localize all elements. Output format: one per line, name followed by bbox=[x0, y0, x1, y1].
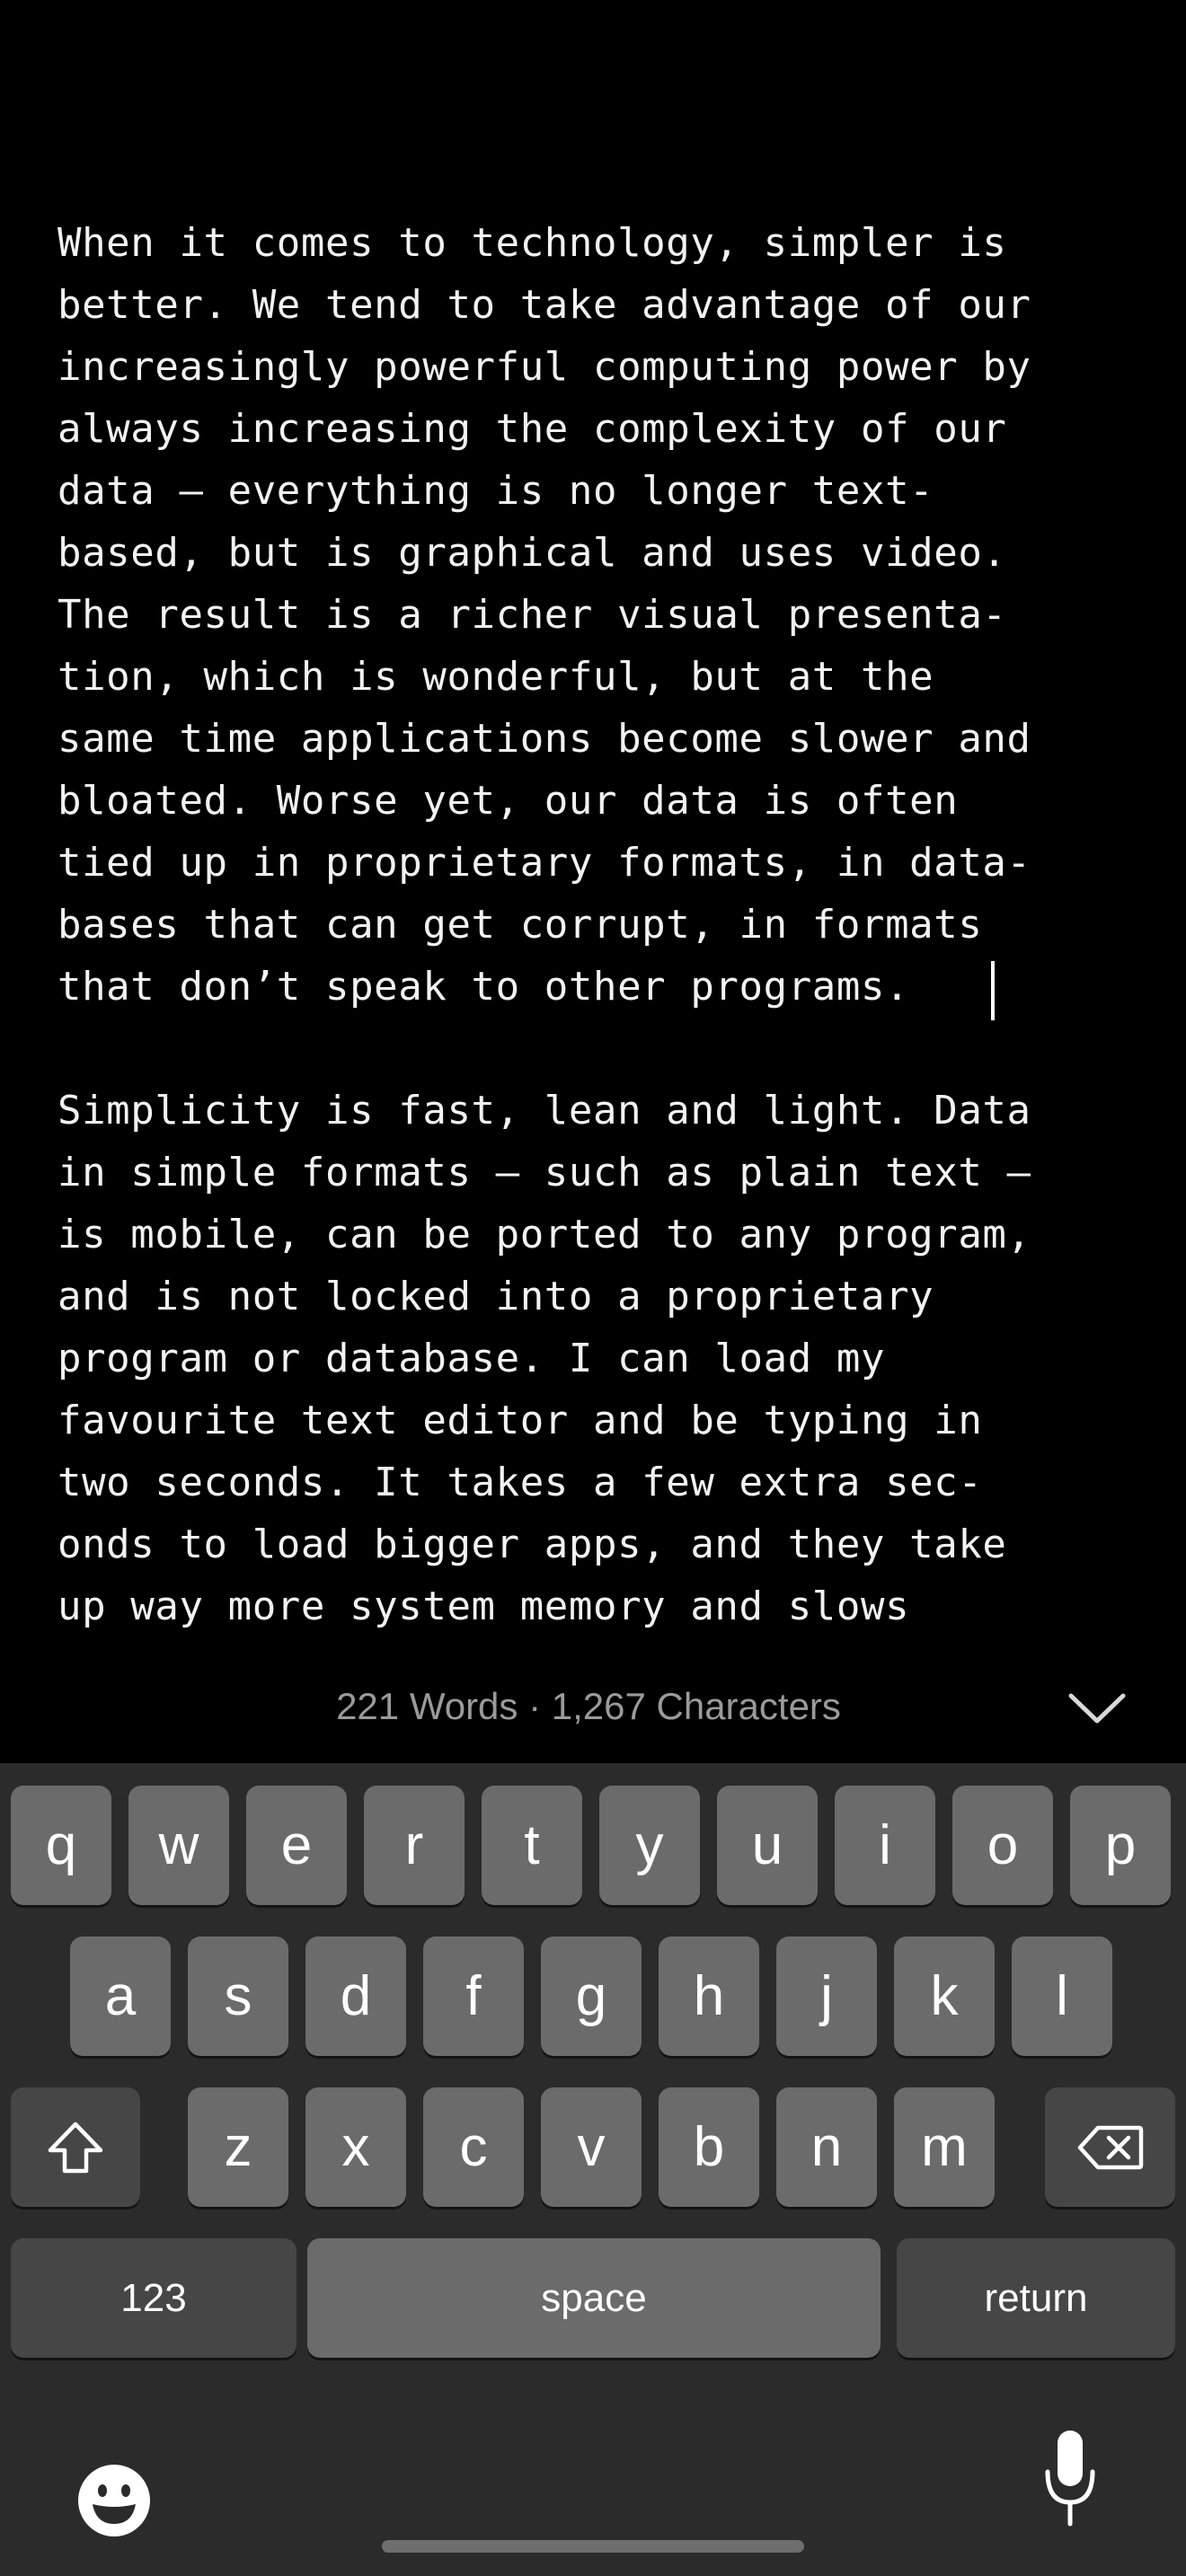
key-q[interactable]: q bbox=[11, 1786, 111, 1905]
text-line: two seconds. It takes a few extra sec- bbox=[58, 1460, 983, 1505]
key-o[interactable]: o bbox=[952, 1786, 1053, 1905]
text-line: When it comes to technology, simpler is bbox=[58, 220, 1007, 266]
text-line: The result is a richer visual presenta- bbox=[58, 592, 1007, 638]
shift-icon bbox=[46, 2120, 105, 2175]
backspace-icon bbox=[1076, 2123, 1145, 2172]
key-j[interactable]: j bbox=[776, 1936, 877, 2056]
return-key[interactable]: return bbox=[897, 2238, 1175, 2358]
text-line: is mobile, can be ported to any program, bbox=[58, 1212, 1031, 1257]
delete-key[interactable] bbox=[1045, 2087, 1175, 2207]
text-line: same time applications become slower and bbox=[58, 716, 1031, 762]
microphone-icon[interactable] bbox=[1040, 2425, 1100, 2533]
key-z[interactable]: z bbox=[188, 2087, 288, 2207]
text-line: better. We tend to take advantage of our bbox=[58, 282, 1031, 328]
key-v[interactable]: v bbox=[541, 2087, 642, 2207]
key-c[interactable]: c bbox=[423, 2087, 524, 2207]
key-n[interactable]: n bbox=[776, 2087, 877, 2207]
text-line: that don’t speak to other programs. bbox=[58, 964, 910, 1010]
key-f[interactable]: f bbox=[423, 1936, 524, 2056]
word-character-count: 221 Words · 1,267 Characters bbox=[336, 1685, 841, 1727]
key-m[interactable]: m bbox=[894, 2087, 995, 2207]
text-line: and is not locked into a proprietary bbox=[58, 1274, 934, 1319]
keyboard bbox=[0, 1763, 1186, 2576]
home-indicator[interactable] bbox=[382, 2540, 804, 2553]
text-line: bloated. Worse yet, our data is often bbox=[58, 778, 959, 824]
key-k[interactable]: k bbox=[894, 1936, 995, 2056]
shift-key[interactable] bbox=[11, 2087, 140, 2207]
text-line: in simple formats — such as plain text — bbox=[58, 1150, 1031, 1195]
key-r[interactable]: r bbox=[364, 1786, 465, 1905]
text-line: onds to load bigger apps, and they take bbox=[58, 1522, 1007, 1567]
emoji-icon[interactable] bbox=[75, 2462, 153, 2539]
key-s[interactable]: s bbox=[188, 1936, 288, 2056]
key-p[interactable]: p bbox=[1070, 1786, 1171, 1905]
key-i[interactable]: i bbox=[835, 1786, 935, 1905]
status-bar bbox=[0, 1671, 1186, 1748]
key-x[interactable]: x bbox=[305, 2087, 406, 2207]
text-line: increasingly powerful computing power by bbox=[58, 344, 1031, 390]
key-l[interactable]: l bbox=[1012, 1936, 1112, 2056]
chevron-down-icon[interactable] bbox=[1066, 1685, 1128, 1730]
text-line: based, but is graphical and uses video. bbox=[58, 530, 1007, 576]
text-line: program or database. I can load my bbox=[58, 1336, 886, 1381]
text-line: always increasing the complexity of our bbox=[58, 406, 1007, 452]
text-line: Simplicity is fast, lean and light. Data bbox=[58, 1088, 1031, 1134]
key-t[interactable]: t bbox=[482, 1786, 582, 1905]
key-b[interactable]: b bbox=[659, 2087, 759, 2207]
space-key[interactable]: space bbox=[307, 2238, 881, 2358]
key-h[interactable]: h bbox=[659, 1936, 759, 2056]
numbers-key[interactable]: 123 bbox=[11, 2238, 296, 2358]
text-line: tion, which is wonderful, but at the bbox=[58, 654, 934, 700]
text-line: up way more system memory and slows bbox=[58, 1584, 910, 1629]
key-d[interactable]: d bbox=[305, 1936, 406, 2056]
key-w[interactable]: w bbox=[128, 1786, 229, 1905]
key-e[interactable]: e bbox=[246, 1786, 347, 1905]
text-cursor bbox=[991, 961, 995, 1020]
key-u[interactable]: u bbox=[717, 1786, 818, 1905]
key-a[interactable]: a bbox=[70, 1936, 171, 2056]
key-g[interactable]: g bbox=[541, 1936, 642, 2056]
key-y[interactable]: y bbox=[599, 1786, 700, 1905]
text-line: data — everything is no longer text- bbox=[58, 468, 934, 514]
text-line: tied up in proprietary formats, in data- bbox=[58, 840, 1031, 886]
text-line: favourite text editor and be typing in bbox=[58, 1398, 983, 1443]
text-line: bases that can get corrupt, in formats bbox=[58, 902, 983, 948]
